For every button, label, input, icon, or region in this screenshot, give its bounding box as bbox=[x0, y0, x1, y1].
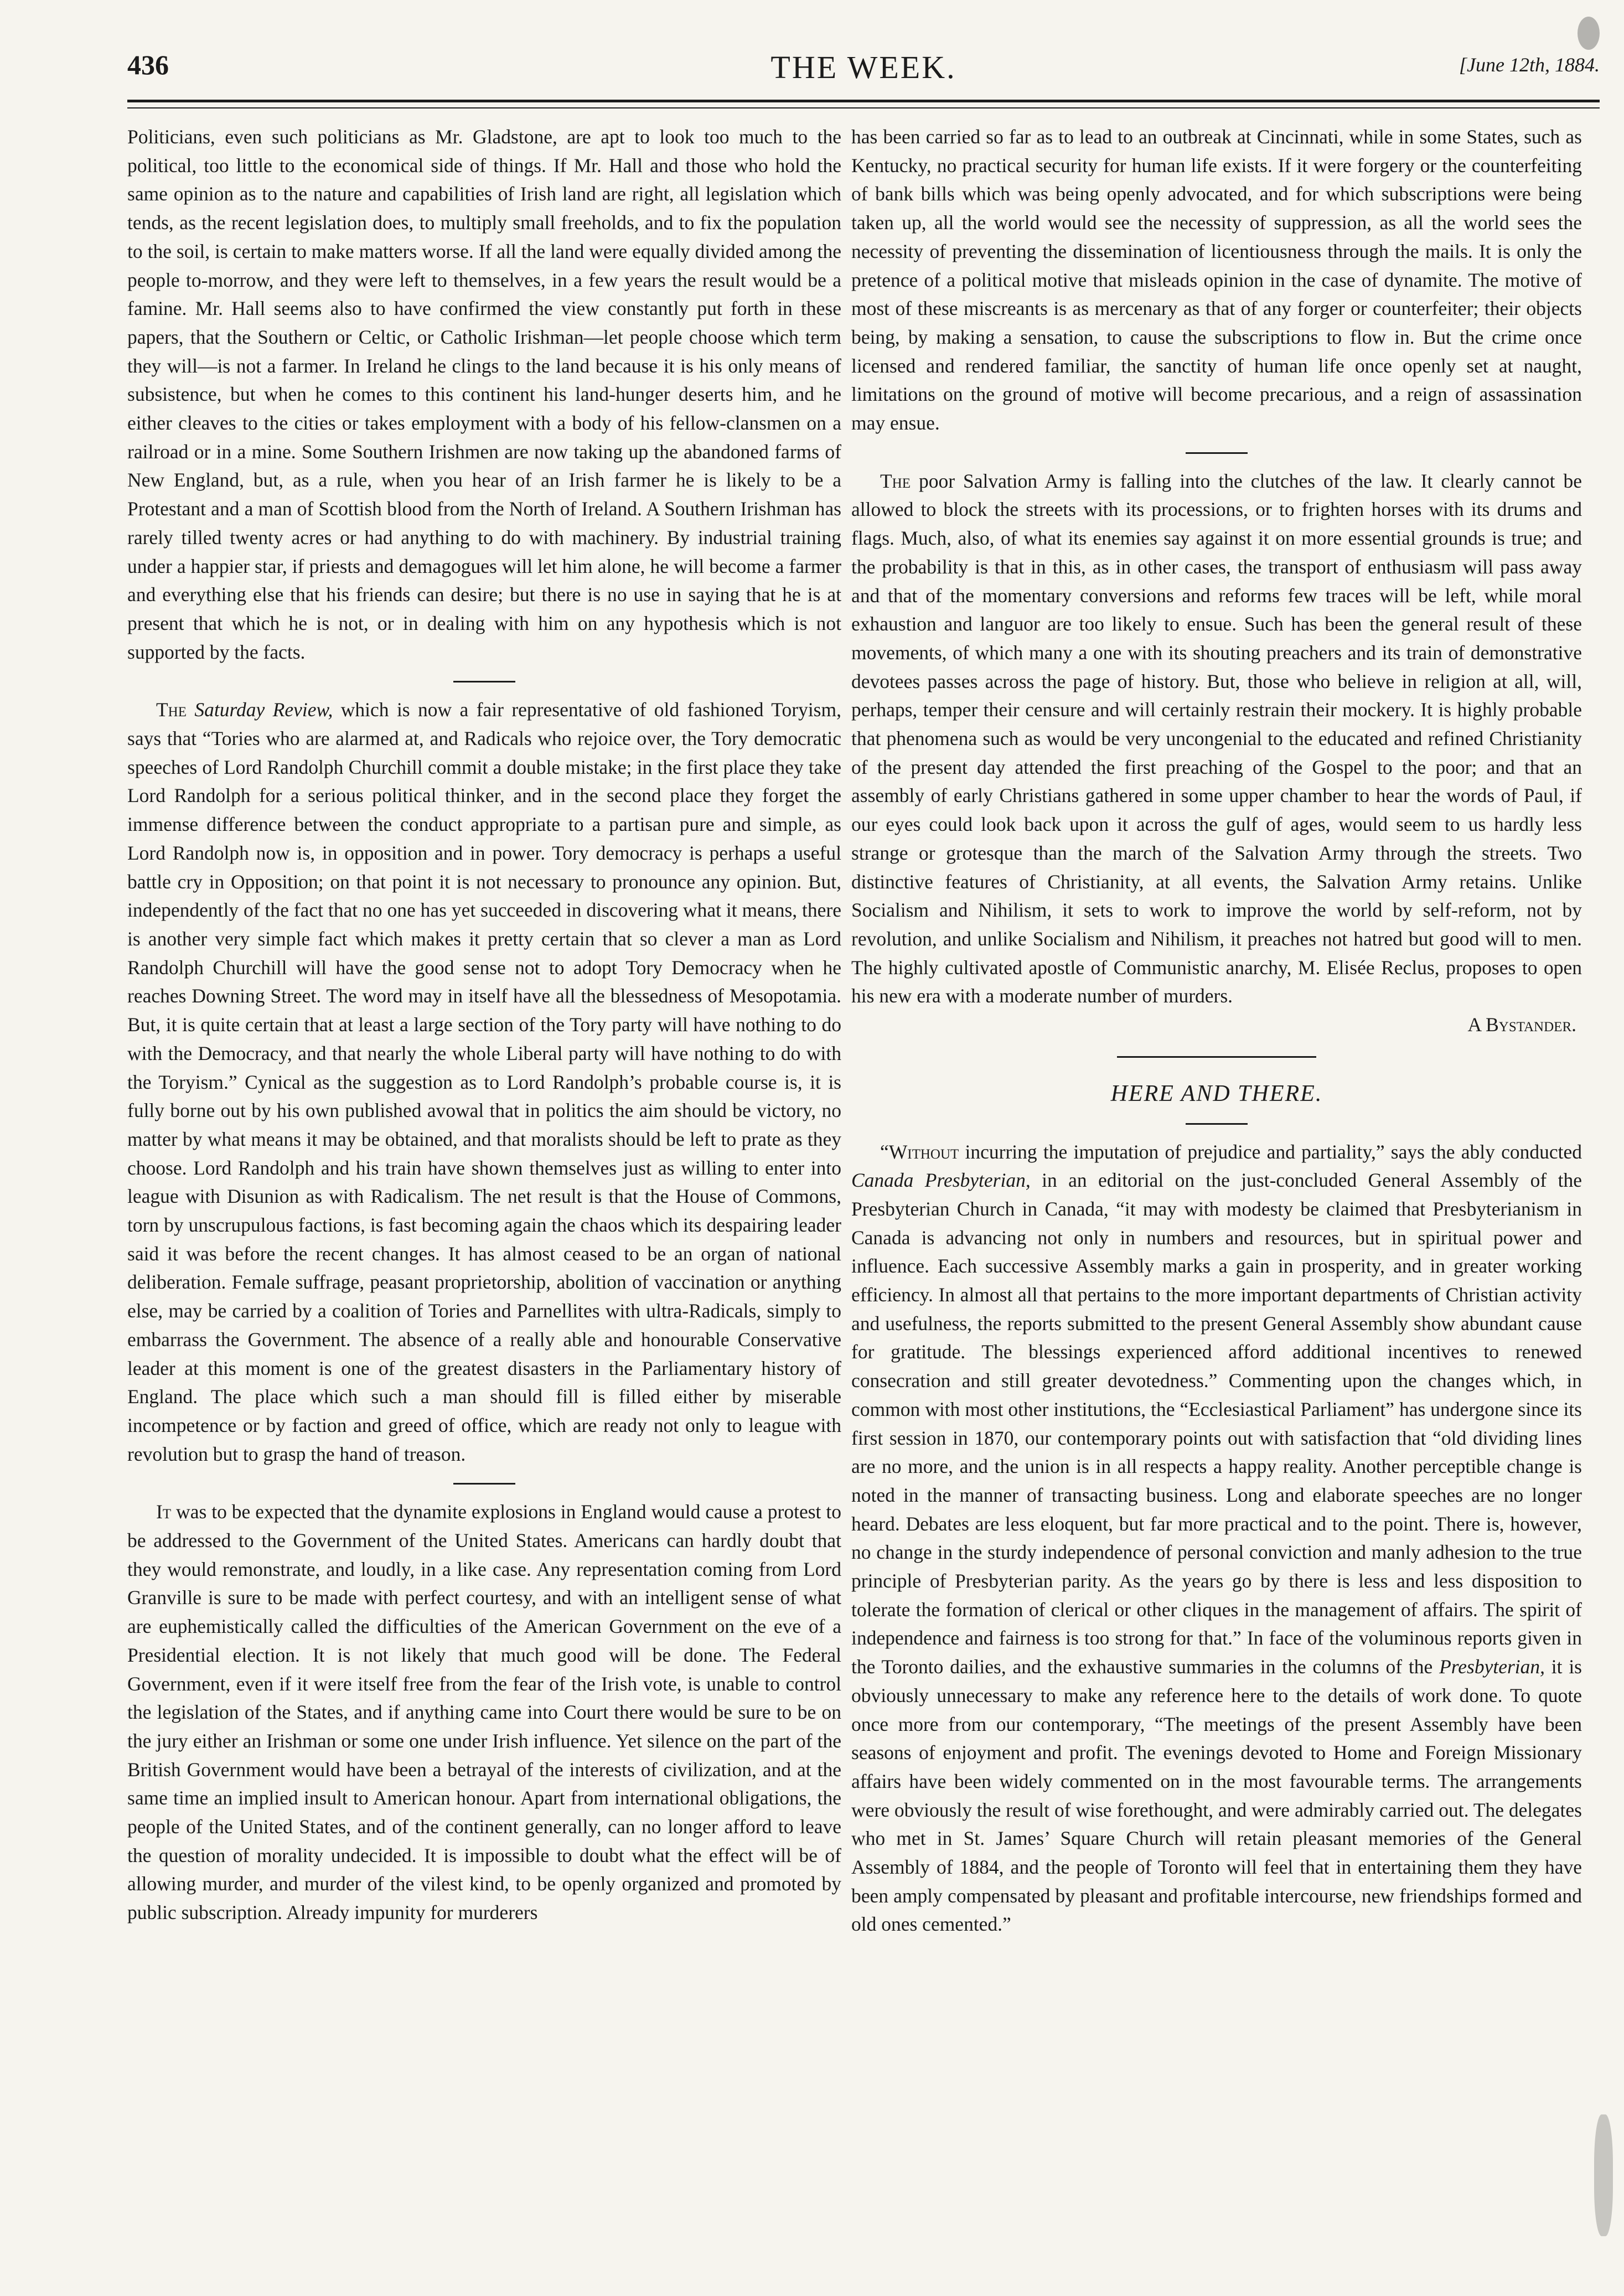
masthead bbox=[127, 49, 1600, 99]
article-saturday-review bbox=[127, 696, 841, 1468]
publication-title: THE WEEK. bbox=[770, 49, 956, 85]
journal-name: Presbyterian, bbox=[1439, 1656, 1545, 1678]
article-dynamite bbox=[127, 1498, 841, 1927]
issue-date: [June 12th, 1884. bbox=[1459, 54, 1600, 76]
article-body: which is now a fair representative of old fashioned Toryism, says that “Tories who are alarmed at, and Radicals who rejoice over, the Tory democratic speeches of Lord Randolph Churchill commit a double mistake; in the first place they take Lord Randolph for a serious political thinker, and in the second place they forget the immense difference between the conduct appropriate to a partisan pure and simple, as Lord Randolph now is, in opposition and in power. Tory democracy is perhaps a useful battle cry in Opposition; on that point it is not necessary to pronounce any opinion. But, independently of the fact that no one has yet succeeded in discovering what it means, there is another very simple fact which makes it pretty certain that so clever a man as Lord Randolph Churchill will have the good sense not to adopt Tory Democracy when he reaches Downing Street. The word may in itself have all the blessedness of Mesopotamia. But, it is quite certain that at least a large section of the Tory party will have nothing to do with the Democracy, and that nearly the whole Liberal party will have nothing to do with the Toryism.” Cynical as the suggestion as to Lord Randolph’s probable course is, it is fully borne out by his own published avowal that in politics the aim should be victory, no matter by what means it may be obtained, and that moralists should be left to prate as they choose. Lord Randolph and his train have shown themselves just as willing to enter into league with Disunion as with Radicalism. The net result is that the House of Commons, torn by unscrupulous factions, is fast becoming again the chaos which its despairing leader said it was before the recent changes. It has almost ceased to be an organ of national deliberation. Female suffrage, peasant proprietorship, abolition of vaccination or anything else, may be carried by a coalition of Tories and Parnellites with ultra-Radicals, simply to embarrass the Government. The absence of a really able and honourable Conservative leader at this moment is one of the greatest disasters in the Parliamentary history of England. The place which such a man should fill is filled either by miserable incompetence or by faction and greed of office, which are ready not only to league with revolution but to grasp the hand of treason. bbox=[127, 699, 841, 1465]
article-body: poor Salvation Army is falling into the clutches of the law. It clearly cannot be allowed to block the streets with its processions, or to frighten horses with its drums and flags. Much, also, of what its enemies say against it on more essential grounds is true; and the probability is that in this, as in other cases, the transport of enthusiasm will pass away and that of the momentary conversions and reforms few traces will be left, while moral exhaustion and languor are too likely to ensue. Such has been the general result of these movements, of which many a one with its shouting preachers and its train of demonstrative devotees passes across the page of history. But, those who believe in religion at all, will, perhaps, temper their censure and will certainly restrain their mockery. It is highly probable that phenomena such as would be very uncongenial to the educated and refined Christianity of the present day attended the first preaching of the Gospel to the poor; and that an assembly of early Christians gathered in some upper chamber to hear the words of Paul, if our eyes could look back upon it across the gulf of ages, would seem to us hardly less strange or grotesque than the march of the Salvation Army through the streets. Two distinctive features of Christianity, at all events, the Salvation Army retains. Unlike Socialism and Nihilism, it sets to work to improve the world by self-reform, not by revolution, and unlike Socialism and Nihilism, it preaches not hatred but good will to men. The highly cultivated apostle of Communistic anarchy, M. Elisée Reclus, proposes to open his new era with a moderate number of murders. bbox=[851, 469, 1582, 1007]
lead-word: “Without bbox=[880, 1140, 959, 1163]
article-body: it is obviously unnecessary to make any reference here to the details of work done. To quote once more from our contemporary, “The meetings of the present Assembly have been seasons of enjoyment and profit. The evenings devoted to Home and Foreign Missionary affairs have been widely commented on in the most favourable terms. The arrangements were obviously the result of wise forethought, and were admirably carried out. The delegates who met in St. James’ Square Church will retain pleasant memories of the General Assembly of 1884, and the people of Toronto will feel that in entertaining them they have been amply compensated by pleasant and profitable intercourse, new friendships formed and old ones cemented.” bbox=[851, 1656, 1582, 1936]
right-column bbox=[851, 123, 1582, 1939]
header-rule-thick bbox=[127, 100, 1600, 102]
left-column bbox=[127, 123, 841, 1927]
journal-name: Canada Presbyterian, bbox=[851, 1169, 1031, 1192]
article-body: in an editorial on the just-concluded General Assembly of the Presbyterian Church in Canada, “it may with modesty be claimed that Presbyterianism in Canada is advancing not only in numbers and resources, but in spiritual power and influence. Each successive Assembly marks a gain in prosperity, and in greater working efficiency. In almost all that pertains to the more important departments of Christian activity and usefulness, the reports submitted to the present General Assembly show abundant cause for gratitude. The blessings experienced afford additional incentives to renewed consecration and still greater devotedness.” Commenting upon the changes which, in common with most other institutions, the “Ecclesiastical Parliament” has undergone since its first session in 1870, our contemporary points out with satisfaction that “old dividing lines are no more, and the union is in all respects a happy reality. Another perceptible change is noted in the manner of transacting business. Long and elaborate speeches are no longer heard. Debates are less eloquent, but far more practical and to the point. There is, however, no change in the sturdy independence of personal conviction and manly adhesion to the true principle of Presbyterian parity. As the years go by there is less and less disposition to tolerate the formation of clerical or other cliques in the management of affairs. The spirit of independence and fairness is too strong for that.” In face of the voluminous reports given in the Toronto dailies, and the exhaustive summaries in the columns of the bbox=[851, 1169, 1582, 1678]
section-divider-long bbox=[1117, 1056, 1316, 1058]
journal-name: Saturday Review, bbox=[194, 699, 333, 721]
article-presbyterian bbox=[851, 1138, 1582, 1940]
article-dynamite-continued: has been carried so far as to lead to an outbreak at Cincinnati, while in some States, such as Kentucky, no practical security for human life exists. If it were forgery or the counterfeiting of bank bills which was being openly advocated, and for which subscriptions were being taken up, all the world would see the necessity of suppression, as all the world sees the necessity of preventing the dissemination of licentiousness through the mails. It is only the pretence of a political motive that misleads opinion in the case of dynamite. The motive of most of these miscreants is as mercenary as that of any forger or counterfeiter; their objects being, by making a sensation, to cause the subscriptions to flow in. But the crime once licensed and rendered familiar, the sanctity of human life once openly set at naught, limitations on the ground of motive will become precarious, and a reign of assassination may ensue. bbox=[851, 126, 1582, 435]
section-divider bbox=[453, 681, 515, 682]
article-salvation-army bbox=[851, 467, 1582, 1011]
article-body: incurring the imputation of prejudice and partiality,” says the ably conducted bbox=[959, 1140, 1582, 1163]
lead-word: The bbox=[880, 469, 911, 492]
lead-word: It bbox=[156, 1501, 172, 1523]
page-number: 436 bbox=[127, 49, 169, 80]
header-rule-thin bbox=[127, 107, 1600, 108]
section-divider bbox=[1186, 452, 1248, 454]
author-signature: A Bystander. bbox=[1467, 1013, 1576, 1036]
paper-blemish bbox=[1594, 2114, 1613, 2236]
section-divider bbox=[453, 1483, 515, 1485]
article-irish-land: Politicians, even such politicians as Mr. Gladstone, are apt to look too much to the political, too little to the economical side of things. If Mr. Hall and those who hold the same opinion as to the nature and capabilities of Irish land are right, all legislation which tends, as the recent legislation does, to multiply small freeholds, and to fix the population to the soil, is certain to make matters worse. If all the land were equally divided among the people to-morrow, and they were left to themselves, in a few years the result would be a famine. Mr. Hall seems also to have confirmed the view constantly put forth in these papers, that the Southern or Celtic, or Catholic Irishman—let people choose which term they will—is not a farmer. In Ireland he clings to the land because it is his only means of subsistence, but when he comes to this continent his land-hunger deserts him, and he either cleaves to the cities or takes employment with a body of his fellow-clansmen on a railroad or in a mine. Some Southern Irishmen are now taking up the abandoned farms of New England, but, as a rule, when you hear of an Irish farmer he is likely to be a Protestant and a man of Scottish blood from the North of Ireland. A Southern Irishman has rarely tilled twenty acres or had anything to do with machinery. By industrial training under a happier star, if priests and demagogues will let him alone, he will become a farmer and everything else that his friends can desire; but there is no use in saying that he is at present that which he is not, or in dealing with him on any hypothesis which is not supported by the facts. bbox=[127, 126, 841, 663]
lead-word: The bbox=[156, 699, 187, 721]
paper-blemish bbox=[1578, 17, 1600, 50]
section-heading: HERE AND THERE. bbox=[1110, 1080, 1323, 1106]
heading-divider bbox=[1186, 1123, 1248, 1125]
article-body: was to be expected that the dynamite explosions in England would cause a protest to be addressed to the Government of the United States. Americans can hardly doubt that they would remonstrate, and loudly, in a like case. Any representation coming from Lord Granville is sure to be made with perfect courtesy, and with an intelligent sense of what are euphemistically called the difficulties of the American Government on the eve of a Presidential election. It is not likely that much good will be done. The Federal Government, even if it were itself free from the fear of the Irish vote, is unable to control the legislation of the States, and if anything came into Court there would be sure to be on the jury either an Irishman or some one under Irish influence. Yet silence on the part of the British Government would have been a betrayal of the interests of civilization, and at the same time an implied insult to American honour. Apart from international obligations, the people of the United States, and of the continent generally, can no longer afford to leave the question of morality undecided. It is impossible to doubt what the effect will be of allowing murder, and murder of the vilest kind, to be openly organized and promoted by public subscription. Already impunity for murderers bbox=[127, 1501, 841, 1924]
